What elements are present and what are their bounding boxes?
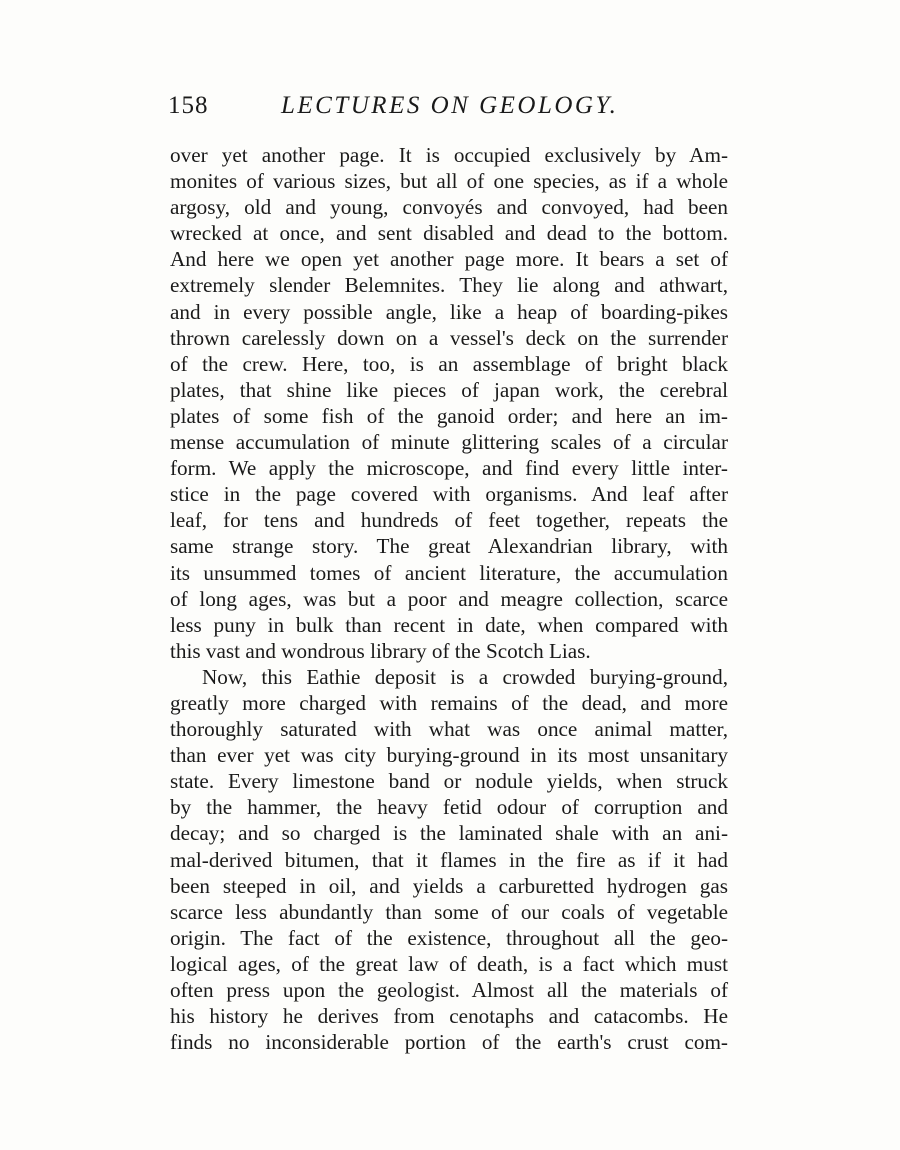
text-line: of the crew. Here, too, is an assemblage of bright black [170,351,728,376]
paragraph-2 [170,664,728,1055]
text-line: And here we open yet another page more. It bears a set of [170,247,728,272]
text-line: plates of some fish of the ganoid order; and here an im- [170,403,728,428]
text-line: scarce less abundantly than some of our coals of vegetable [170,899,728,924]
text-line: and in every possible angle, like a heap of boarding-pikes [170,299,728,324]
text-line: greatly more charged with remains of the dead, and more [170,690,728,715]
text-line: plates, that shine like pieces of japan work, the cerebral [170,377,728,402]
text-line: less puny in bulk than recent in date, when compared with [170,612,728,637]
text-line: stice in the page covered with organisms. And leaf after [170,482,728,507]
text-line: its unsummed tomes of ancient literature, the accumulation [170,560,728,585]
text-line: origin. The fact of the existence, throughout all the geo- [170,925,728,950]
text-line: decay; and so charged is the laminated shale with an ani- [170,821,728,846]
text-line: thoroughly saturated with what was once animal matter, [170,717,728,742]
text-line: form. We apply the microscope, and find every little inter- [170,456,728,481]
text-line: mense accumulation of minute glittering scales of a circular [170,430,728,455]
text-line: wrecked at once, and sent disabled and dead to the bottom. [170,221,728,246]
text-line: than ever yet was city burying-ground in its most unsanitary [170,743,728,768]
text-line: same strange story. The great Alexandrian library, with [170,534,728,559]
paragraph-1 [170,142,728,664]
body-text [170,142,728,1055]
running-title: LECTURES ON GEOLOGY. [281,92,619,119]
text-line: leaf, for tens and hundreds of feet together, repeats the [170,508,728,533]
text-line: by the hammer, the heavy fetid odour of corruption and [170,795,728,820]
text-line: argosy, old and young, convoyés and convoyed, had been [170,195,728,220]
text-line: finds no inconsiderable portion of the earth's crust com- [170,1030,728,1055]
text-line: state. Every limestone band or nodule yields, when struck [170,769,728,794]
text-line: monites of various sizes, but all of one species, as if a whole [170,169,728,194]
text-line: Now, this Eathie deposit is a crowded burying-ground, [202,664,728,689]
text-line: over yet another page. It is occupied exclusively by Am- [170,143,728,167]
text-line: of long ages, was but a poor and meagre collection, scarce [170,586,728,611]
page-number: 158 [168,92,209,119]
text-line: been steeped in oil, and yields a carburetted hydrogen gas [170,873,728,898]
running-head [168,92,728,124]
text-line: extremely slender Belemnites. They lie along and athwart, [170,273,728,298]
text-line: logical ages, of the great law of death, is a fact which must [170,951,728,976]
text-line: thrown carelessly down on a vessel's deck on the surrender [170,325,728,350]
text-line: this vast and wondrous library of the Scotch Lias. [170,638,591,663]
text-line: mal-derived bitumen, that it flames in the fire as if it had [170,847,728,872]
text-line: his history he derives from cenotaphs and catacombs. He [170,1004,728,1029]
text-line: often press upon the geologist. Almost all the materials of [170,978,728,1002]
